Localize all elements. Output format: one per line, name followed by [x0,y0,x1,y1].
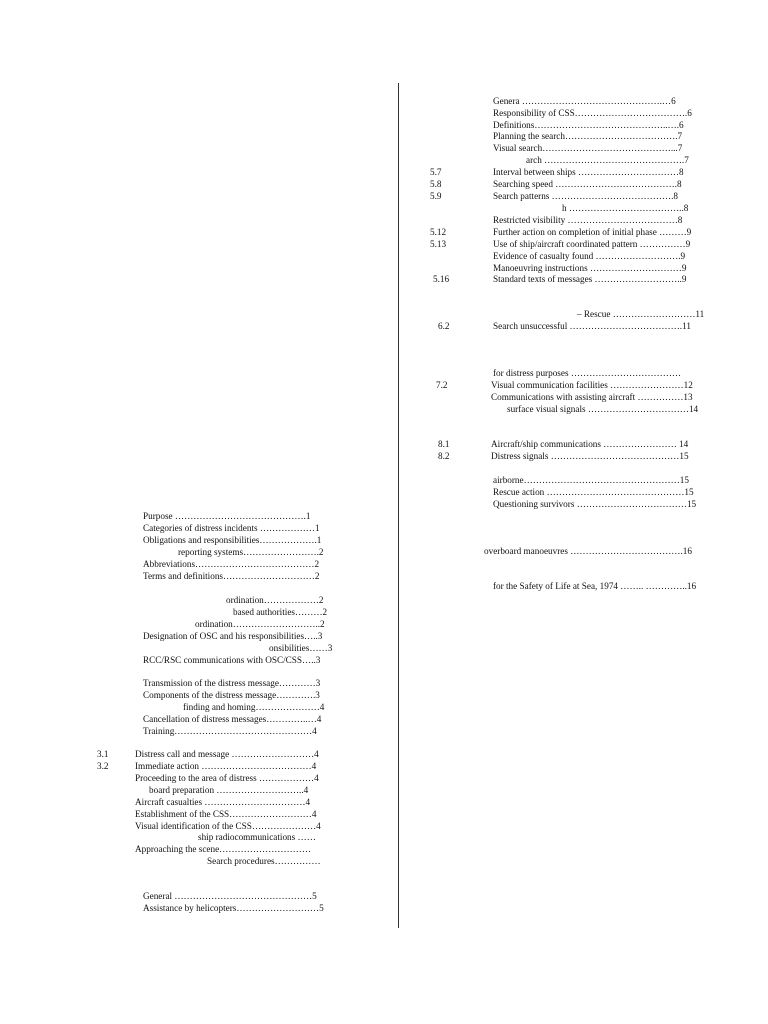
column-divider [398,83,399,928]
section-number: 5.8 [430,179,442,189]
toc-entry: Designation of OSC and his responsibilities…..3 [143,631,323,641]
toc-entry: arch ……………………………………….7 [526,155,689,165]
toc-entry: Search patterns ………………………………….8 [493,191,679,201]
toc-entry: Approaching the scene………………………… [135,844,312,854]
toc-entry: Communications with assisting aircraft ……………13 [491,392,693,402]
toc-entry: ship radiocommunications …… [198,832,316,842]
toc-entry: onsibilities……3 [269,643,333,653]
toc-entry: Categories of distress incidents ………………1 [143,523,320,533]
section-number: 5.7 [430,167,442,177]
toc-entry: Visual search……………………………………...7 [493,143,683,153]
toc-entry: Standard texts of messages ………………………..9 [493,274,687,284]
toc-entry: Searching speed ………………………………….8 [493,179,682,189]
toc-entry: Aircraft casualties ……………………………4 [135,797,311,807]
section-number: 6.2 [438,321,450,331]
toc-entry: Distress call and message ………………………4 [135,749,319,759]
toc-entry: Restricted visibility ………………………………8 [493,215,683,225]
toc-entry: Use of ship/aircraft coordinated pattern ……………9 [493,239,691,249]
toc-entry: Cancellation of distress messages…………..…4 [143,714,322,724]
toc-entry: ordination………………………..2 [195,619,325,629]
toc-entry: for the Safety of Life at Sea, 1974 …….. …………..16 [493,581,697,591]
toc-entry: Visual identification of the CSS…………………4 [135,821,321,831]
toc-entry: Questioning survivors ………………………………15 [493,499,697,509]
toc-entry: Transmission of the distress message…………3 [143,678,321,688]
toc-entry: surface visual signals ……………………………14 [507,404,699,414]
toc-entry: Training………………………………………4 [143,726,317,736]
toc-entry: finding and homing…………………4 [183,702,325,712]
toc-entry: Obligations and responsibilities……………….1 [143,535,322,545]
toc-entry: Distress signals ……………………………………15 [491,451,689,461]
toc-entry: airborne……………………………………………15 [493,475,689,485]
toc-entry: Terms and definitions…………………………2 [143,571,320,581]
section-number: 8.1 [438,439,450,449]
toc-entry: General ………………………………………5 [143,891,317,901]
toc-entry: Purpose …………………………………….1 [143,511,311,521]
toc-entry: Aircraft/ship communications …………………… 14 [491,439,689,449]
toc-entry: Proceeding to the area of distress ………………4 [135,773,319,783]
toc-entry: – Rescue ………………………11 [577,309,705,319]
toc-entry: Planning the search……………………………….7 [493,131,683,141]
toc-entry: RCC/RSC communications with OSC/CSS…..3 [143,655,321,665]
section-number: 7.2 [436,380,448,390]
toc-entry: Search unsuccessful ……………………………….11 [493,321,691,331]
section-number: 5.16 [433,274,450,284]
section-number: 5.13 [430,239,447,249]
toc-entry: based authorities………2 [233,607,328,617]
toc-entry: Responsibility of CSS……………………………….6 [493,108,692,118]
toc-entry: Interval between ships ……………………………8 [493,167,684,177]
toc-entry: Evidence of casualty found ……………………….9 [493,251,686,261]
toc-entry: ordination………………2 [226,595,324,605]
toc-entry: Rescue action ………………………………………15 [493,487,694,497]
section-number: 8.2 [438,451,450,461]
toc-entry: Establishment of the CSS………………………4 [135,809,317,819]
toc-entry: Visual communication facilities ……………………12 [491,380,693,390]
toc-entry: reporting systems…………………….2 [178,547,324,557]
toc-entry: for distress purposes ……………………………… [493,368,682,378]
toc-entry: Assistance by helicopters………………………5 [143,903,324,913]
section-number: 5.9 [430,191,442,201]
section-number: 3.2 [97,761,109,771]
toc-entry: Abbreviations…………………………………2 [143,559,320,569]
toc-entry: Further action on completion of initial phase ………9 [493,227,692,237]
toc-entry: Manoeuvring instructions …………………………9 [493,263,687,273]
toc-entry: h ………………………………..8 [562,203,689,213]
toc-entry: Components of the distress message………….3 [143,690,320,700]
toc-entry: Search procedures…………… [207,856,321,866]
toc-entry: Definitions……………………………………..….6 [493,120,684,130]
toc-entry: Genera ……………………………………….…6 [493,96,676,106]
section-number: 5.12 [430,227,447,237]
section-number: 3.1 [97,749,109,759]
toc-entry: Immediate action ………………………………4 [135,761,317,771]
toc-entry: overboard manoeuvres ……………………………….16 [484,546,692,556]
toc-entry: board preparation ………………………..4 [149,785,309,795]
